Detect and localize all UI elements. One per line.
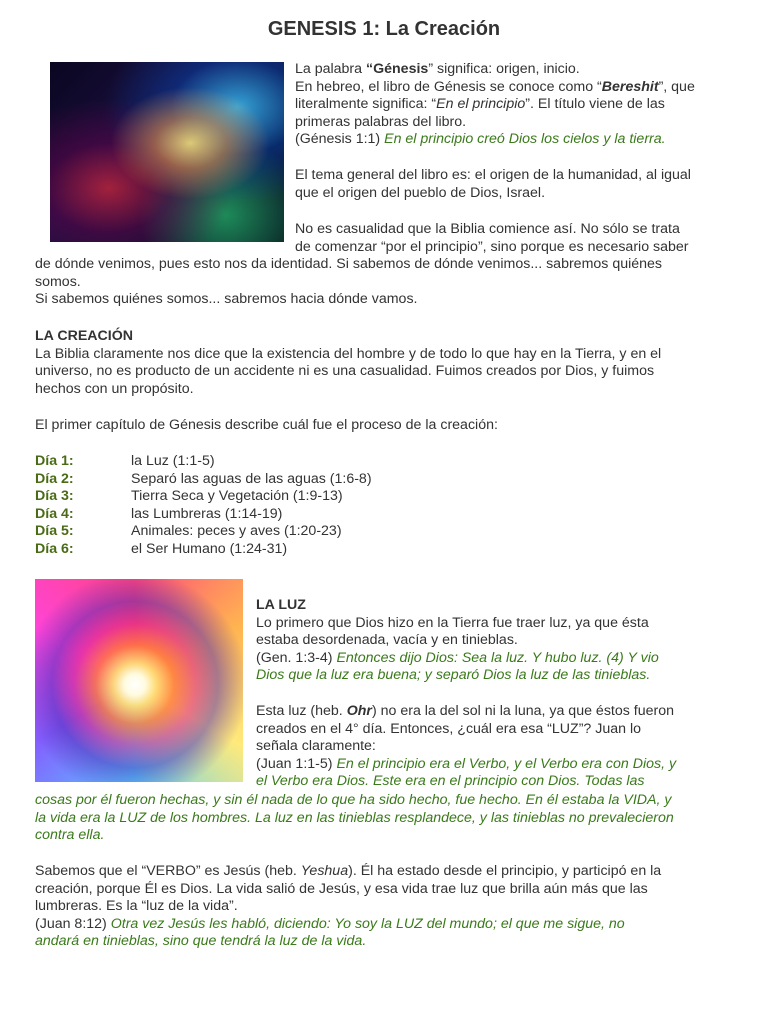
intro-line-4: primeras palabras del libro. (295, 113, 467, 130)
list-item: Día 3: Tierra Seca y Vegetación (1:9-13) (35, 488, 343, 505)
casual-paragraph-bottom: de dónde venimos, pues esto nos da identidad. Si sabemos de dónde venimos... sabremos quiénes somos. Si sabemos quiénes somos... sabremos hacia dónde vamos. (35, 256, 663, 308)
casual-paragraph-top: No es casualidad que la Biblia comience así. No sólo se trata de comenzar “por el principio”, sino porque es necesario saber (295, 221, 689, 255)
list-item: Día 5: Animales: peces y aves (1:20-23) (35, 523, 342, 540)
verbo-paragraph: Sabemos que el “VERBO” es Jesús (heb. Yeshua). Él ha estado desde el principio, y participó en la creación, porque Él es Dios. La vida salió de Jesús, y esa vida trae luz que brilla aún más que las lumbreras. Es la “luz de la vida”. (Juan 8:12) Otra vez Jesús les habló, diciendo: Yo soy la LUZ del mundo; el que me sigue, no andará en tinieblas, sino que tendrá la luz de la vida. (35, 863, 662, 950)
list-item: Día 1: la Luz (1:1-5) (35, 453, 215, 469)
list-item: Día 6: el Ser Humano (1:24-31) (35, 540, 288, 557)
john-verse-continued: cosas por él fueron hechas, y sin él nada de lo que ha sido hecho, fue hecho. En él estaba la VIDA, y la vida era la LUZ de los hombres. La luz en las tinieblas resplandece, y las tinieblas no prevalecieron contra ella. (35, 792, 674, 844)
intro-line-2: En hebreo, el libro de Génesis se conoce como “Bereshit”, que (295, 78, 695, 95)
list-item: Día 4: las Lumbreras (1:14-19) (35, 505, 283, 522)
intro-line-3: literalmente significa: “En el principio”. El título viene de las (295, 96, 665, 113)
intro-line-1: La palabra “Génesis” significa: origen, inicio. (295, 61, 580, 77)
light-burst-image (35, 579, 243, 782)
days-list (35, 453, 735, 559)
intro-block (295, 61, 735, 149)
creation-section: LA CREACIÓN La Biblia claramente nos dice que la existencia del hombre y de todo lo que hay en la Tierra, y en el universo, no es producto de un accidente ni es una casualidad. Fuimos creados por Dios, y fuimos hechos con un propósito. (35, 328, 735, 398)
light-section: LA LUZ Lo primero que Dios hizo en la Tierra fue traer luz, ya que ésta estaba desordenada, vacía y en tinieblas. (Gen. 1:3-4) Entonces dijo Dios: Sea la luz. Y hubo luz. (4) Y vio Dios que la luz era buena; y separó Dios la luz de las tinieblas. (256, 597, 736, 685)
creation-heading: LA CREACIÓN (35, 328, 133, 344)
page-title: GENESIS 1: La Creación (267, 18, 501, 40)
light-heading: LA LUZ (256, 597, 306, 613)
intro-line-5: (Génesis 1:1) En el principio creó Dios los cielos y la tierra. (295, 131, 666, 148)
cosmic-hand-image (50, 62, 284, 242)
list-item: Día 2: Separó las aguas de las aguas (1:6-8) (35, 470, 372, 487)
theme-paragraph: El tema general del libro es: el origen de la humanidad, al igual que el origen del pueblo de Dios, Israel. (295, 167, 691, 201)
creation-process-intro: El primer capítulo de Génesis describe cuál fue el proceso de la creación: (35, 417, 498, 433)
ohr-paragraph: Esta luz (heb. Ohr) no era la del sol ni la luna, ya que éstos fueron creados en el 4° día. Entonces, ¿cuál era esa “LUZ”? Juan lo señala claramente: (Juan 1:1-5) En el principio era el Verbo, y el Verbo era con Dios, y el Verbo era Dios. Este era en el principio con Dios. Todas las (256, 703, 677, 790)
